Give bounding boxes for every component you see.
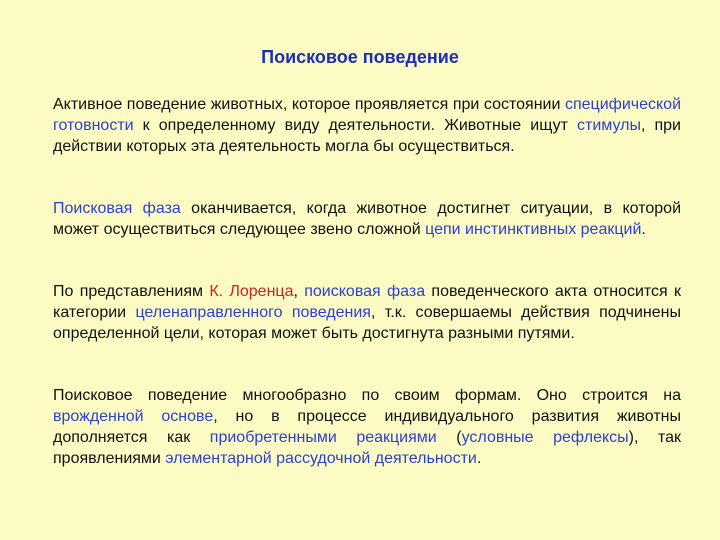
paragraph-forms [53,385,681,469]
term-lorenz: К. Лоренца [209,283,294,300]
text-segment: Поисковое поведение многообразно по своим формам. Оно строится на [53,387,681,404]
term-goal-directed-behavior: целенаправленного поведения [135,304,371,321]
term-search-phase-2: поисковая фаза [304,283,426,300]
term-stimuli: стимулы [577,117,641,134]
text-segment: . [476,450,482,467]
term-elementary-reasoning: элементарной рассудочной деятельности [165,450,477,467]
text-segment: оканчивается, когда животное достигнет ситуации, в которой может осуществиться следующее звено сложной [53,200,681,238]
text-segment: , но в процессе индивидуального развития животны дополняется как [53,408,681,446]
text-segment: , [293,283,305,300]
slide-title: Поисковое поведение [261,47,459,67]
paragraph-definition [53,94,681,157]
text-segment: Активное поведение животных, которое проявляется при состоянии [53,96,565,113]
text-segment: к определенному виду деятельности. Животные ищут [133,117,578,134]
text-segment: , при действии которых эта деятельность могла бы осуществиться. [53,117,681,155]
text-segment: . [641,221,646,238]
text-segment: поведенческого акта относится к категории [53,283,682,321]
text-segment: ( [436,429,462,446]
paragraph-search-phase [53,198,681,240]
text-segment: ), так проявлениями [53,429,682,467]
term-innate-basis: врожденной основе [53,408,214,425]
term-search-phase: Поисковая фаза [53,200,181,217]
term-instinct-chain: цепи инстинктивных реакций [425,221,642,238]
term-acquired-reactions: приобретенными реакциями [209,429,437,446]
text-segment: , т.к. совершаемы действия подчинены определенной цели, которая может быть достигнута разными путями. [53,304,681,342]
term-specific-readiness: специфической готовности [53,96,681,134]
paragraph-lorenz [53,281,681,344]
text-segment: По представлениям [53,283,210,300]
term-conditioned-reflexes: условные рефлексы [461,429,629,446]
